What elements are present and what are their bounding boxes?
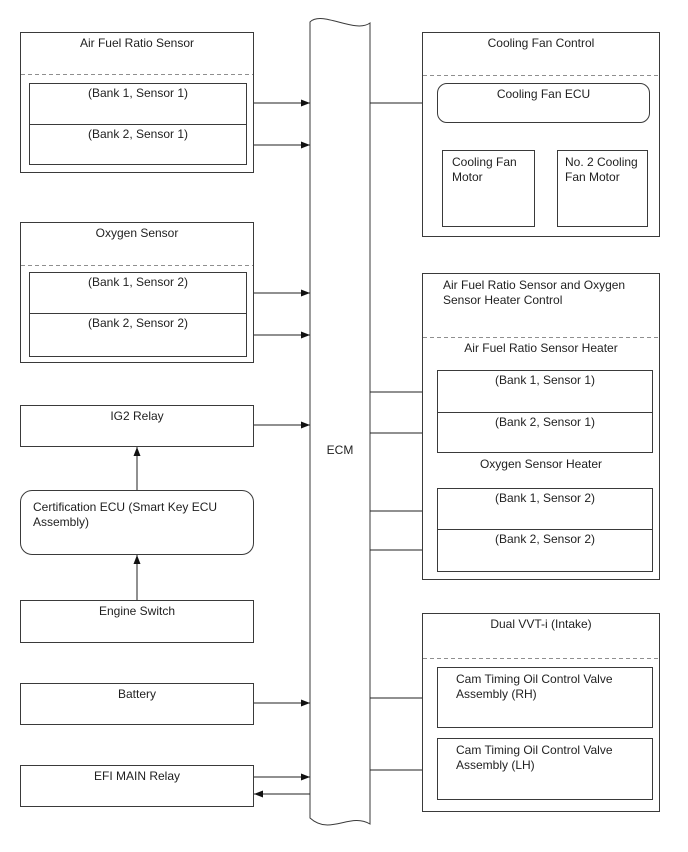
cooling-fan-control-title: Cooling Fan Control	[487, 36, 595, 50]
afr-bank1-cell	[30, 84, 246, 125]
certification-ecu-box	[20, 490, 254, 555]
air-fuel-ratio-sensor-title: Air Fuel Ratio Sensor	[79, 36, 195, 50]
cooling-fan-motor-title: Cooling Fan Motor	[452, 155, 517, 184]
cam-valve-rh-box	[437, 667, 653, 728]
dual-vvti-title: Dual VVT-i (Intake)	[490, 617, 592, 631]
o2-heater-bank1-label: (Bank 1, Sensor 2)	[494, 491, 596, 505]
vvti-dashed-divider	[423, 658, 659, 659]
cooling-fan-motor-box	[442, 150, 535, 227]
no2-cooling-fan-motor-title: No. 2 Cooling Fan Motor	[565, 155, 638, 184]
oxygen-bank2-label: (Bank 2, Sensor 2)	[87, 316, 189, 330]
o2-heater-bank2-label: (Bank 2, Sensor 2)	[494, 532, 596, 546]
afr-banks-box	[29, 83, 247, 165]
oxygen-dashed-divider	[21, 265, 253, 266]
ig2-relay-title: IG2 Relay	[110, 409, 164, 423]
afr-heater-subtitle: Air Fuel Ratio Sensor Heater	[464, 341, 618, 355]
heater-control-title: Air Fuel Ratio Sensor and Oxygen Sensor Heater Control	[443, 278, 626, 307]
engine-switch-title: Engine Switch	[98, 604, 176, 618]
afr-heater-banks-box	[437, 370, 653, 453]
afr-heater-bank1-label: (Bank 1, Sensor 1)	[494, 373, 596, 387]
afr-heater-bank2-label: (Bank 2, Sensor 1)	[494, 415, 596, 429]
oxygen-bank2-cell	[30, 314, 246, 356]
o2-heater-bank2-cell	[438, 530, 652, 571]
o2-heater-banks-box	[437, 488, 653, 572]
engine-switch-box	[20, 600, 254, 643]
cooling-fan-ecu-box	[437, 83, 650, 123]
afr-dashed-divider	[21, 74, 253, 75]
oxygen-banks-box	[29, 272, 247, 357]
o2-heater-subtitle: Oxygen Sensor Heater	[479, 457, 603, 471]
cooling-dashed-divider	[423, 75, 659, 76]
afr-heater-bank2-cell	[438, 413, 652, 452]
ecm-label: ECM	[326, 443, 354, 457]
efi-main-relay-title: EFI MAIN Relay	[93, 769, 180, 783]
cooling-fan-ecu-title: Cooling Fan ECU	[496, 87, 591, 101]
cam-valve-lh-box	[437, 738, 653, 800]
oxygen-bank1-label: (Bank 1, Sensor 2)	[87, 275, 189, 289]
heater-dashed-divider	[423, 337, 659, 338]
oxygen-sensor-title: Oxygen Sensor	[95, 226, 179, 240]
efi-main-relay-box	[20, 765, 254, 807]
no2-cooling-fan-motor-box	[557, 150, 648, 227]
afr-bank2-label: (Bank 2, Sensor 1)	[87, 127, 189, 141]
ig2-relay-box	[20, 405, 254, 447]
ecm-box	[310, 19, 370, 825]
oxygen-bank1-cell	[30, 273, 246, 314]
cam-valve-lh-title: Cam Timing Oil Control Valve Assembly (LH)	[456, 743, 613, 772]
cam-valve-rh-title: Cam Timing Oil Control Valve Assembly (RH)	[456, 672, 613, 701]
certification-ecu-title: Certification ECU (Smart Key ECU Assembly)	[33, 500, 218, 529]
afr-bank1-label: (Bank 1, Sensor 1)	[87, 86, 189, 100]
o2-heater-bank1-cell	[438, 489, 652, 530]
afr-bank2-cell	[30, 125, 246, 164]
battery-title: Battery	[117, 687, 156, 701]
battery-box	[20, 683, 254, 725]
afr-heater-bank1-cell	[438, 371, 652, 413]
